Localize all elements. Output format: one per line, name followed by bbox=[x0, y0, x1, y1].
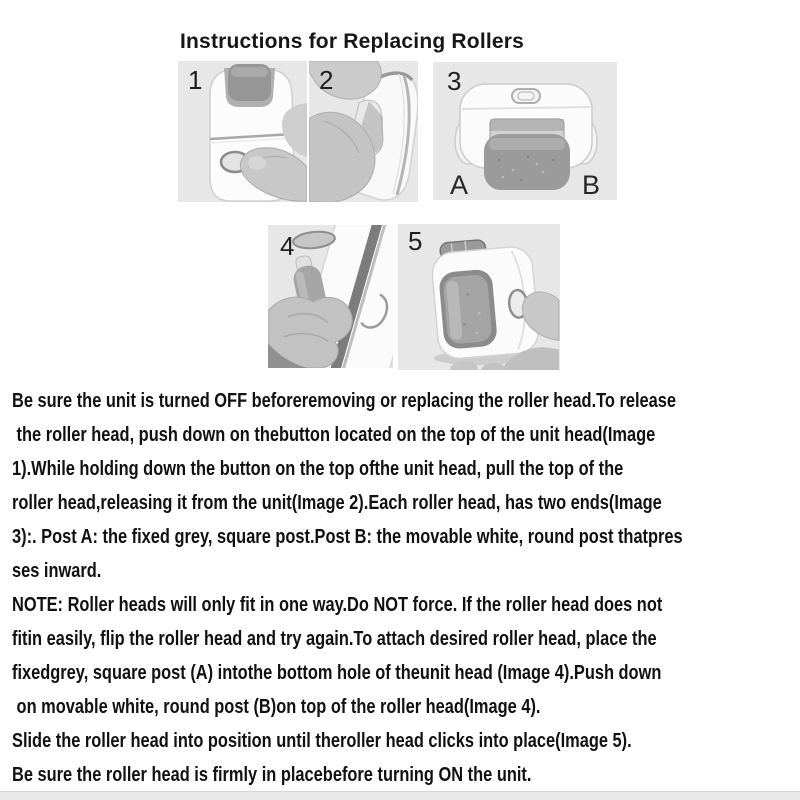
panel-number: 2 bbox=[319, 65, 334, 95]
post-a-label: A bbox=[450, 170, 469, 200]
instruction-line: on movable white, round post (B)on top of the roller head(Image 4). bbox=[12, 696, 541, 718]
page-title: Instructions for Replacing Rollers bbox=[180, 30, 525, 53]
figure-panel-4-insert-post bbox=[268, 225, 393, 368]
bottom-divider-strip bbox=[0, 791, 800, 800]
post-b-label: B bbox=[582, 170, 601, 200]
instruction-line: roller head,releasing it from the unit(Image 2).Each roller head, has two ends(Image bbox=[12, 492, 662, 514]
instruction-line: 3):. Post A: the fixed grey, square post.Post B: the movable white, round post thatpres bbox=[12, 526, 683, 548]
panel-number: 3 bbox=[447, 66, 462, 96]
instruction-line: ses inward. bbox=[12, 560, 102, 582]
instruction-line: Slide the roller head into position until theroller head clicks into place(Image 5). bbox=[12, 730, 632, 752]
instruction-text-block bbox=[0, 384, 800, 792]
panel-number: 4 bbox=[280, 231, 295, 261]
figure-panel-3-roller-posts bbox=[433, 62, 617, 200]
instruction-line: fitin easily, flip the roller head and try again.To attach desired roller head, place the bbox=[12, 628, 657, 650]
figure-panel-2-pull-roller bbox=[309, 61, 418, 202]
instruction-line: Be sure the unit is turned OFF beforeremoving or replacing the roller head.To release bbox=[12, 390, 677, 412]
figure-panel-1-press-button bbox=[178, 61, 307, 202]
instruction-line: the roller head, push down on thebutton located on the top of the unit head(Image bbox=[12, 424, 656, 446]
panel-number: 5 bbox=[408, 226, 423, 256]
instruction-line: Be sure the roller head is firmly in placebefore turning ON the unit. bbox=[12, 764, 532, 786]
panel-number: 1 bbox=[188, 65, 203, 95]
instruction-line: NOTE: Roller heads will only fit in one way.Do NOT force. If the roller head does not bbox=[12, 594, 663, 616]
instruction-line: 1).While holding down the button on the top ofthe unit head, pull the top of the bbox=[12, 458, 624, 480]
figure-panel-5-click-into-place bbox=[398, 224, 560, 370]
instruction-line: fixedgrey, square post (A) intothe bottom hole of theunit head (Image 4).Push down bbox=[12, 662, 662, 684]
